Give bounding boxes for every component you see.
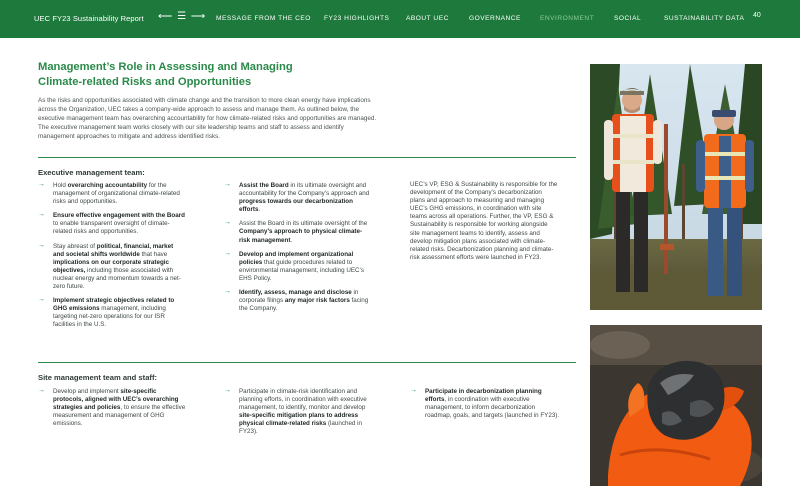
arrow-bullet-icon: → [224,387,231,394]
report-title[interactable]: UEC FY23 Sustainability Report [34,14,144,23]
divider [38,362,576,363]
list-item: → Develop and implement site-specific protocols, aligned with UEC’s overarching strategies and policies, to ensure the effective measurement and management of GHG emissions. [38,387,186,428]
site-column-1 [38,388,188,434]
arrow-right-icon[interactable]: ⟶ [190,11,207,22]
arrow-bullet-icon: → [38,296,45,304]
page-title-line-2: Climate-related Risks and Opportunities [38,75,252,88]
arrow-bullet-icon: → [224,249,231,257]
page-title [38,60,338,89]
list-item: → Implement strategic objectives related to GHG emissions management, including targeting net-zero operations for our ISR facilities in the U.S. [38,296,175,329]
divider [38,157,576,158]
list-item: → Assist the Board in its ultimate oversight of the Company’s approach to physical climate-risk management. [224,219,368,244]
executive-column-2 [224,182,372,319]
nav-social[interactable]: SOCIAL [614,15,642,22]
list-item: → Identify, assess, manage and disclose in corporate filings any major risk factors facing the Company. [224,288,369,313]
arrow-bullet-icon: → [38,387,45,394]
intro-paragraph: As the risks and opportunities associated with climate change and the transition to more clean energy have implications across the Organization, UEC takes a company-wide approach to assess and manage them. As outlined below, the executive management team has overarching accountability for how climate-related risks and opportunities are managed. The executive management team works closely with our site leadership teams and staff to assess and identify management approaches to mitigate and address identified risks. [38,97,377,140]
list-item: → Ensure effective engagement with the Board to enable transparent oversight of climate-related risks and opportunities. [38,211,185,236]
list-item: → Stay abreast of political, financial, market and societal shifts worldwide that have implications on our corporate strategic objectives, including those associated with nuclear energy and momentum towards a net-zero future. [38,241,181,291]
site-column-3 [410,388,560,426]
arrow-bullet-icon: → [224,181,231,188]
arrow-bullet-icon: → [224,219,231,227]
page-title-line-1: Management’s Role in Assessing and Managing [38,61,293,73]
list-item: → Hold overarching accountability for the management of organizational climate-related risks and opportunities. [38,181,180,206]
executive-section-title: Executive management team: [38,168,145,177]
nav-about[interactable]: ABOUT UEC [406,15,449,22]
list-item: → Assist the Board in its ultimate oversight and accountability for the Company’s approach and progress towards our decarbonization efforts. [224,181,370,214]
arrow-bullet-icon: → [410,387,417,394]
site-section-title: Site management team and staff: [38,373,157,382]
arrow-bullet-icon: → [224,288,231,296]
arrow-bullet-icon: → [38,211,45,219]
photo-rock-sample [590,325,762,486]
site-column-2 [224,388,374,443]
arrow-bullet-icon: → [38,241,45,249]
arrow-left-icon[interactable]: ⟵ [158,11,174,22]
menu-icon[interactable]: ☰ [177,11,188,22]
executive-column-1 [38,182,186,336]
nav-sustainability-data[interactable]: SUSTAINABILITY DATA [664,15,745,22]
page-number: 40 [753,12,761,19]
nav-environment[interactable]: ENVIRONMENT [540,15,595,22]
list-item: → Participate in decarbonization planning efforts, in coordination with executive management, to inform decarbonization roadmap, goals, and targets (launched in FY23). [410,387,560,420]
top-nav-bar [0,0,800,38]
nav-governance[interactable]: GOVERNANCE [469,15,521,22]
list-item: → Develop and implement organizational policies that guide procedures related to environmental management, including UEC’s EHS Policy. [224,249,364,282]
photo-field-workers [590,64,762,310]
list-item: → Participate in climate-risk identification and planning efforts, in coordination with executive management, to identify, monitor and develop site-specific mitigation plans to address physical climate-related risks (launched in FY23). [224,387,367,436]
nav-message-ceo[interactable]: MESSAGE FROM THE CEO [216,15,311,22]
nav-highlights[interactable]: FY23 HIGHLIGHTS [324,15,390,22]
vp-esg-paragraph: UEC’s VP, ESG & Sustainability is responsible for the development of the Company’s decarbonization plans and approach to measuring and managing UEC’s GHG emissions, in coordination with site teams across all operations. Further, the VP, ESG & Sustainability is responsible for working alongside site management teams to identify, assess and develop mitigation plans associated with climate-related risks. Decarbonization planning and climate-risk assessment efforts were launched in FY23. [410,181,558,261]
arrow-bullet-icon: → [38,181,45,188]
page-controls [158,11,206,22]
